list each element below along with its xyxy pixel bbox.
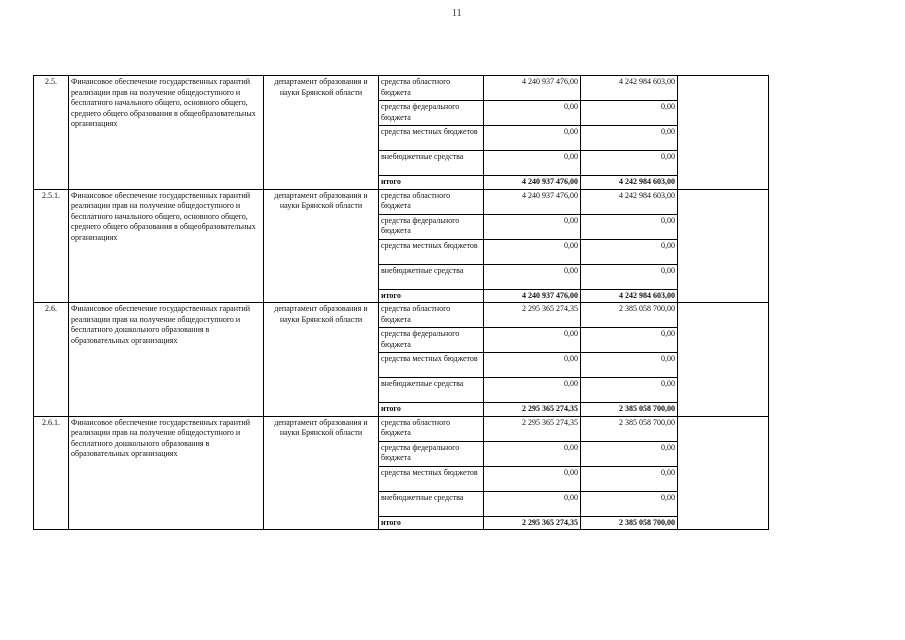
amount-year-1: 0,00 (484, 441, 581, 466)
item-description: Финансовое обеспечение государственных гарантий реализации прав на получение общедоступного и бесплатного начального общего, основного общего, среднего общего образования в общеобразовательных организациях (69, 76, 264, 190)
empty-cell (678, 126, 769, 151)
funding-source: итого (379, 403, 484, 417)
amount-year-1: 4 240 937 476,00 (484, 176, 581, 190)
funding-source: итого (379, 176, 484, 190)
empty-cell (678, 466, 769, 491)
amount-year-2: 0,00 (581, 214, 678, 239)
funding-source: средства местных бюджетов (379, 466, 484, 491)
amount-year-2: 4 242 984 603,00 (581, 76, 678, 101)
amount-year-1: 0,00 (484, 101, 581, 126)
empty-cell (678, 101, 769, 126)
amount-year-2: 0,00 (581, 441, 678, 466)
empty-cell (678, 516, 769, 530)
funding-source: средства областного бюджета (379, 76, 484, 101)
funding-source: средства федерального бюджета (379, 214, 484, 239)
funding-source: средства местных бюджетов (379, 126, 484, 151)
empty-cell (678, 416, 769, 441)
empty-cell (678, 189, 769, 214)
amount-year-2: 0,00 (581, 126, 678, 151)
amount-year-2: 0,00 (581, 101, 678, 126)
item-number: 2.5. (34, 76, 69, 190)
amount-year-1: 0,00 (484, 264, 581, 289)
amount-year-1: 0,00 (484, 126, 581, 151)
item-description: Финансовое обеспечение государственных гарантий реализации прав на получение общедоступного и бесплатного дошкольного образования в образовательных организациях (69, 416, 264, 530)
empty-cell (678, 303, 769, 328)
amount-year-2: 0,00 (581, 328, 678, 353)
table-row (34, 416, 769, 441)
amount-year-2: 4 242 984 603,00 (581, 176, 678, 190)
amount-year-1: 2 295 365 274,35 (484, 303, 581, 328)
funding-source: средства федерального бюджета (379, 101, 484, 126)
amount-year-2: 2 385 058 700,00 (581, 403, 678, 417)
amount-year-2: 4 242 984 603,00 (581, 189, 678, 214)
funding-source: итого (379, 289, 484, 303)
empty-cell (678, 441, 769, 466)
amount-year-2: 2 385 058 700,00 (581, 303, 678, 328)
table-row (34, 76, 769, 101)
amount-year-1: 2 295 365 274,35 (484, 403, 581, 417)
table-row (34, 303, 769, 328)
amount-year-2: 0,00 (581, 466, 678, 491)
funding-source: средства областного бюджета (379, 189, 484, 214)
amount-year-1: 0,00 (484, 378, 581, 403)
amount-year-1: 0,00 (484, 239, 581, 264)
funding-source: средства федерального бюджета (379, 441, 484, 466)
empty-cell (678, 176, 769, 190)
amount-year-1: 4 240 937 476,00 (484, 189, 581, 214)
funding-source: итого (379, 516, 484, 530)
item-number: 2.6.1. (34, 416, 69, 530)
funding-source: средства областного бюджета (379, 303, 484, 328)
amount-year-2: 2 385 058 700,00 (581, 516, 678, 530)
empty-cell (678, 151, 769, 176)
amount-year-1: 0,00 (484, 466, 581, 491)
amount-year-1: 4 240 937 476,00 (484, 289, 581, 303)
funding-source: средства местных бюджетов (379, 239, 484, 264)
table-row (34, 189, 769, 214)
funding-source: внебюджетные средства (379, 264, 484, 289)
empty-cell (678, 214, 769, 239)
amount-year-2: 2 385 058 700,00 (581, 416, 678, 441)
empty-cell (678, 378, 769, 403)
empty-cell (678, 403, 769, 417)
amount-year-2: 4 242 984 603,00 (581, 289, 678, 303)
amount-year-1: 2 295 365 274,35 (484, 516, 581, 530)
amount-year-2: 0,00 (581, 264, 678, 289)
amount-year-2: 0,00 (581, 151, 678, 176)
funding-source: средства областного бюджета (379, 416, 484, 441)
item-description: Финансовое обеспечение государственных гарантий реализации прав на получение общедоступного и бесплатного дошкольного образования в образовательных организациях (69, 303, 264, 417)
amount-year-2: 0,00 (581, 353, 678, 378)
item-executor: департамент образования и науки Брянской области (264, 76, 379, 190)
empty-cell (678, 328, 769, 353)
item-number: 2.6. (34, 303, 69, 417)
amount-year-1: 0,00 (484, 328, 581, 353)
amount-year-1: 0,00 (484, 353, 581, 378)
amount-year-1: 4 240 937 476,00 (484, 76, 581, 101)
budget-table (33, 75, 769, 530)
empty-cell (678, 76, 769, 101)
amount-year-2: 0,00 (581, 378, 678, 403)
item-executor: департамент образования и науки Брянской области (264, 416, 379, 530)
amount-year-2: 0,00 (581, 491, 678, 516)
funding-source: средства федерального бюджета (379, 328, 484, 353)
item-executor: департамент образования и науки Брянской области (264, 189, 379, 303)
amount-year-1: 0,00 (484, 151, 581, 176)
page-number: 11 (452, 8, 462, 19)
empty-cell (678, 239, 769, 264)
amount-year-1: 0,00 (484, 491, 581, 516)
item-description: Финансовое обеспечение государственных гарантий реализации прав на получение общедоступного и бесплатного начального общего, основного общего, среднего общего образования в общеобразовательных организациях (69, 189, 264, 303)
funding-source: внебюджетные средства (379, 151, 484, 176)
amount-year-2: 0,00 (581, 239, 678, 264)
empty-cell (678, 264, 769, 289)
item-executor: департамент образования и науки Брянской области (264, 303, 379, 417)
funding-source: внебюджетные средства (379, 378, 484, 403)
item-number: 2.5.1. (34, 189, 69, 303)
amount-year-1: 0,00 (484, 214, 581, 239)
empty-cell (678, 289, 769, 303)
amount-year-1: 2 295 365 274,35 (484, 416, 581, 441)
empty-cell (678, 353, 769, 378)
funding-source: средства местных бюджетов (379, 353, 484, 378)
empty-cell (678, 491, 769, 516)
funding-source: внебюджетные средства (379, 491, 484, 516)
